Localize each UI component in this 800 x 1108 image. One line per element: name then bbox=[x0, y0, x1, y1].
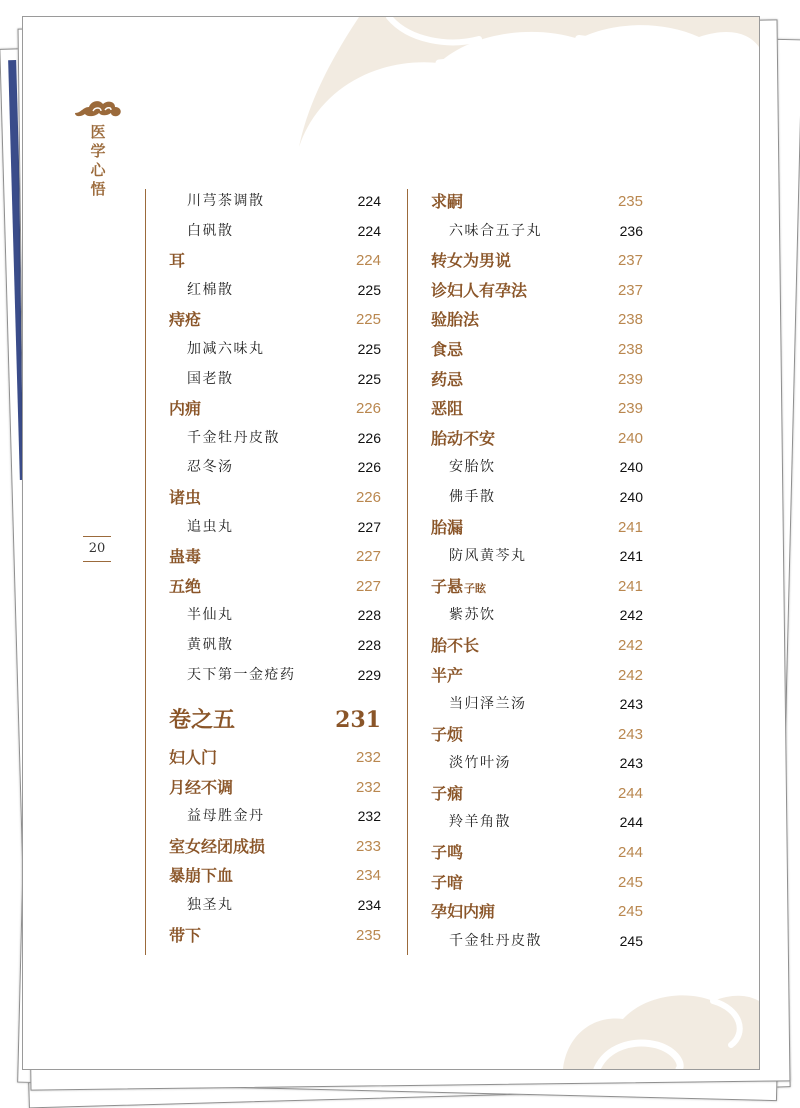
toc-entry-title bbox=[449, 483, 496, 513]
toc-section-entry[interactable] bbox=[169, 246, 381, 276]
toc-entry-title bbox=[169, 246, 185, 276]
toc-item-entry[interactable] bbox=[431, 217, 643, 247]
toc-entry-title-text: 子喑 bbox=[431, 872, 464, 892]
toc-entry-page: 225 bbox=[357, 340, 381, 357]
toc-entry-title bbox=[431, 838, 463, 868]
toc-entry-page: 229 bbox=[357, 666, 381, 683]
toc-entry-page: 227 bbox=[355, 577, 381, 595]
toc-entry-title-text: 益母胜金丹 bbox=[187, 808, 265, 825]
toc-column-right bbox=[431, 187, 643, 956]
toc-section-entry[interactable] bbox=[169, 832, 381, 862]
toc-entry-page: 239 bbox=[617, 400, 643, 418]
toc-section-entry[interactable] bbox=[431, 394, 643, 424]
toc-entry-title bbox=[431, 631, 479, 661]
toc-entry-title-text: 追虫丸 bbox=[187, 518, 234, 535]
toc-item-entry[interactable] bbox=[431, 453, 643, 483]
toc-entry-page: 240 bbox=[619, 488, 643, 505]
toc-entry-title bbox=[449, 453, 496, 483]
book-title: 医学心悟 bbox=[90, 123, 106, 198]
toc-entry-page: 234 bbox=[357, 897, 381, 914]
toc-item-entry[interactable] bbox=[169, 802, 381, 832]
toc-entry-title bbox=[431, 720, 463, 750]
toc-entry-title bbox=[187, 424, 280, 454]
toc-entry-page: 228 bbox=[357, 607, 381, 624]
toc-section-entry[interactable] bbox=[431, 572, 643, 602]
toc-entry-page: 232 bbox=[355, 778, 381, 796]
toc-entry-title bbox=[187, 276, 234, 306]
toc-entry-page: 226 bbox=[357, 429, 381, 446]
toc-entry-title bbox=[431, 246, 511, 276]
toc-page bbox=[22, 16, 760, 1070]
toc-entry-page: 234 bbox=[355, 867, 381, 885]
toc-entry-title bbox=[169, 394, 201, 424]
toc-item-entry[interactable] bbox=[169, 365, 381, 395]
toc-item-entry[interactable] bbox=[169, 661, 381, 691]
toc-entry-page: 241 bbox=[617, 518, 643, 536]
toc-entry-title-text: 室女经闭成损 bbox=[169, 836, 266, 856]
toc-item-entry[interactable] bbox=[431, 483, 643, 513]
toc-entry-title bbox=[431, 305, 479, 335]
toc-entry-page: 241 bbox=[617, 577, 643, 595]
toc-entry-title bbox=[431, 572, 486, 604]
cloud-pattern-top bbox=[279, 17, 759, 147]
toc-entry-title-text: 暴崩下血 bbox=[169, 866, 234, 886]
toc-section-entry[interactable] bbox=[169, 542, 381, 572]
toc-entry-page: 232 bbox=[355, 749, 381, 767]
toc-entry-title-text: 加减六味丸 bbox=[187, 340, 265, 357]
toc-item-entry[interactable] bbox=[431, 601, 643, 631]
toc-entry-title-text: 妇人门 bbox=[169, 748, 218, 768]
toc-entry-page: 237 bbox=[617, 252, 643, 270]
toc-section-entry[interactable] bbox=[169, 394, 381, 424]
toc-entry-page: 242 bbox=[617, 636, 643, 654]
toc-entry-page: 244 bbox=[617, 844, 643, 862]
toc-entry-title-text: 千金牡丹皮散 bbox=[449, 932, 542, 949]
toc-entry-title bbox=[187, 631, 234, 661]
toc-entry-title-text: 佛手散 bbox=[449, 488, 496, 505]
toc-entry-page: 237 bbox=[617, 281, 643, 299]
toc-entry-title-text: 子烦 bbox=[431, 724, 464, 744]
toc-entry-title-text: 天下第一金疮药 bbox=[187, 666, 296, 683]
toc-item-entry[interactable] bbox=[431, 542, 643, 572]
toc-entry-page: 226 bbox=[355, 400, 381, 418]
toc-entry-title bbox=[169, 773, 233, 803]
toc-entry-title bbox=[187, 513, 234, 543]
toc-entry-page: 245 bbox=[617, 873, 643, 891]
toc-entry-title-text: 子悬 bbox=[431, 576, 464, 596]
toc-entry-page: 235 bbox=[355, 926, 381, 944]
toc-entry-page: 227 bbox=[357, 518, 381, 535]
toc-section-entry[interactable] bbox=[431, 631, 643, 661]
toc-entry-title bbox=[431, 394, 463, 424]
toc-section-entry[interactable] bbox=[169, 773, 381, 803]
toc-entry-page: 242 bbox=[619, 607, 643, 624]
toc-entry-title bbox=[431, 365, 463, 395]
toc-entry-page: 243 bbox=[617, 725, 643, 743]
toc-entry-page: 242 bbox=[617, 666, 643, 684]
toc-entry-page: 238 bbox=[617, 340, 643, 358]
toc-entry-title-text: 食忌 bbox=[431, 339, 464, 359]
toc-entry-title-text: 白矾散 bbox=[187, 222, 234, 239]
toc-volume-entry[interactable] bbox=[169, 697, 381, 743]
toc-entry-title bbox=[431, 187, 463, 217]
toc-entry-title-text: 胎漏 bbox=[431, 517, 464, 537]
toc-entry-subtitle: 子眩 bbox=[464, 581, 487, 595]
toc-entry-page: 238 bbox=[617, 311, 643, 329]
toc-item-entry[interactable] bbox=[169, 453, 381, 483]
toc-section-entry[interactable] bbox=[431, 897, 643, 927]
toc-item-entry[interactable] bbox=[169, 424, 381, 454]
toc-item-entry[interactable] bbox=[169, 513, 381, 543]
toc-entry-title-text: 耳 bbox=[169, 251, 186, 271]
toc-entry-title-text: 半仙丸 bbox=[187, 607, 234, 624]
toc-entry-title-text: 胎不长 bbox=[431, 635, 480, 655]
toc-entry-page: 243 bbox=[619, 696, 643, 713]
toc-entry-page: 225 bbox=[357, 281, 381, 298]
toc-entry-page: 241 bbox=[619, 548, 643, 565]
toc-entry-title bbox=[169, 832, 265, 862]
toc-entry-title bbox=[187, 891, 234, 921]
toc-item-entry[interactable] bbox=[169, 276, 381, 306]
toc-entry-page: 233 bbox=[355, 837, 381, 855]
toc-entry-title bbox=[449, 217, 542, 247]
toc-entry-page: 245 bbox=[619, 932, 643, 949]
toc-entry-title-text: 带下 bbox=[169, 925, 202, 945]
toc-entry-title bbox=[431, 424, 495, 454]
toc-entry-title bbox=[169, 861, 233, 891]
toc-entry-title-text: 独圣丸 bbox=[187, 897, 234, 914]
toc-section-entry[interactable] bbox=[431, 661, 643, 691]
toc-item-entry[interactable] bbox=[169, 631, 381, 661]
toc-entry-page: 244 bbox=[617, 784, 643, 802]
toc-section-entry[interactable] bbox=[431, 365, 643, 395]
toc-entry-title bbox=[187, 802, 265, 832]
toc-entry-title bbox=[449, 749, 511, 779]
toc-entry-page: 245 bbox=[617, 903, 643, 921]
toc-entry-page: 232 bbox=[357, 808, 381, 825]
toc-entry-title bbox=[449, 542, 527, 572]
toc-entry-title-text: 当归泽兰汤 bbox=[449, 696, 527, 713]
toc-entry-page: 231 bbox=[335, 707, 381, 734]
toc-entry-title bbox=[187, 335, 265, 365]
toc-entry-page: 239 bbox=[617, 370, 643, 388]
toc-entry-title bbox=[431, 868, 463, 898]
toc-entry-page: 225 bbox=[357, 370, 381, 387]
toc-entry-page: 227 bbox=[355, 548, 381, 566]
toc-entry-title-text: 转女为男说 bbox=[431, 251, 512, 271]
toc-section-entry[interactable] bbox=[169, 483, 381, 513]
toc-entry-title bbox=[431, 661, 463, 691]
toc-entry-title bbox=[169, 572, 201, 602]
toc-entry-title bbox=[169, 921, 201, 951]
auspicious-cloud-icon bbox=[73, 97, 123, 119]
toc-entry-title bbox=[431, 335, 463, 365]
toc-entry-title bbox=[169, 542, 201, 572]
toc-entry-title-text: 痔疮 bbox=[169, 310, 202, 330]
toc-entry-title bbox=[431, 513, 463, 543]
toc-entry-page: 240 bbox=[617, 429, 643, 447]
toc-entry-page: 243 bbox=[619, 755, 643, 772]
toc-entry-title bbox=[187, 217, 234, 247]
toc-item-entry[interactable] bbox=[431, 749, 643, 779]
toc-section-entry[interactable] bbox=[431, 187, 643, 217]
toc-entry-title-text: 红棉散 bbox=[187, 281, 234, 298]
toc-item-entry[interactable] bbox=[169, 335, 381, 365]
toc-entry-page: 225 bbox=[355, 311, 381, 329]
toc-entry-title-text: 淡竹叶汤 bbox=[449, 755, 511, 772]
toc-section-entry[interactable] bbox=[431, 513, 643, 543]
toc-section-entry[interactable] bbox=[169, 921, 381, 951]
toc-entry-title-text: 内痈 bbox=[169, 399, 202, 419]
toc-entry-title-text: 诸虫 bbox=[169, 487, 202, 507]
toc-entry-title-text: 六味合五子丸 bbox=[449, 222, 542, 239]
column-divider bbox=[145, 189, 146, 955]
column-divider bbox=[407, 189, 408, 955]
toc-entry-page: 228 bbox=[357, 636, 381, 653]
toc-entry-title bbox=[187, 601, 234, 631]
toc-entry-page: 244 bbox=[619, 814, 643, 831]
toc-entry-title-text: 紫苏饮 bbox=[449, 607, 496, 624]
toc-entry-title-text: 药忌 bbox=[431, 369, 464, 389]
toc-section-entry[interactable] bbox=[431, 868, 643, 898]
toc-section-entry[interactable] bbox=[431, 276, 643, 306]
toc-entry-title-text: 子鸣 bbox=[431, 843, 464, 863]
toc-entry-title-text: 五绝 bbox=[169, 576, 202, 596]
toc-entry-title-text: 防风黄芩丸 bbox=[449, 548, 527, 565]
toc-entry-title-text: 国老散 bbox=[187, 370, 234, 387]
toc-entry-title bbox=[449, 808, 511, 838]
toc-entry-page: 235 bbox=[617, 193, 643, 210]
toc-section-entry[interactable] bbox=[431, 335, 643, 365]
toc-entry-title-text: 验胎法 bbox=[431, 310, 480, 330]
toc-entry-page: 224 bbox=[357, 193, 381, 209]
toc-section-entry[interactable] bbox=[431, 838, 643, 868]
toc-entry-title bbox=[169, 743, 217, 773]
toc-entry-title bbox=[449, 927, 542, 957]
toc-item-entry[interactable] bbox=[431, 927, 643, 957]
toc-column-left bbox=[169, 187, 381, 950]
toc-entry-title-text: 胎动不安 bbox=[431, 428, 496, 448]
toc-entry-title bbox=[449, 601, 496, 631]
toc-entry-title-text: 卷之五 bbox=[169, 707, 236, 734]
toc-entry-title bbox=[169, 305, 201, 335]
toc-entry-title-text: 半产 bbox=[431, 665, 464, 685]
toc-entry-page: 224 bbox=[357, 222, 381, 239]
toc-entry-page: 226 bbox=[357, 459, 381, 476]
toc-section-entry[interactable] bbox=[169, 572, 381, 602]
toc-section-entry[interactable] bbox=[169, 743, 381, 773]
toc-entry-title bbox=[187, 187, 265, 217]
toc-entry-title-text: 黄矾散 bbox=[187, 636, 234, 653]
toc-entry-title-text: 诊妇人有孕法 bbox=[431, 280, 528, 300]
toc-entry-title-text: 恶阻 bbox=[431, 399, 464, 419]
toc-entry-page: 236 bbox=[619, 222, 643, 239]
toc-entry-title bbox=[431, 897, 495, 927]
toc-entry-title-text: 羚羊角散 bbox=[449, 814, 511, 831]
toc-section-entry[interactable] bbox=[431, 720, 643, 750]
toc-entry-title-text: 忍冬汤 bbox=[187, 459, 234, 476]
toc-section-entry[interactable] bbox=[431, 305, 643, 335]
toc-item-entry[interactable] bbox=[431, 808, 643, 838]
toc-entry-title bbox=[431, 276, 527, 306]
toc-entry-title-text: 子痫 bbox=[431, 783, 464, 803]
toc-entry-title bbox=[449, 690, 527, 720]
toc-item-entry[interactable] bbox=[431, 690, 643, 720]
toc-entry-title-text: 蛊毒 bbox=[169, 547, 202, 567]
toc-item-entry[interactable] bbox=[169, 187, 381, 217]
toc-entry-title bbox=[187, 661, 296, 691]
toc-entry-title bbox=[169, 483, 201, 513]
toc-entry-title-text: 求嗣 bbox=[431, 192, 464, 211]
toc-entry-title bbox=[187, 453, 234, 483]
toc-entry-title bbox=[169, 697, 235, 743]
toc-item-entry[interactable] bbox=[169, 891, 381, 921]
toc-entry-title-text: 千金牡丹皮散 bbox=[187, 429, 280, 446]
toc-entry-title-text: 安胎饮 bbox=[449, 459, 496, 476]
toc-entry-page: 226 bbox=[355, 488, 381, 506]
page-number: 20 bbox=[83, 536, 111, 562]
toc-section-entry[interactable] bbox=[431, 779, 643, 809]
toc-entry-title-text: 孕妇内痈 bbox=[431, 902, 496, 922]
toc-entry-page: 224 bbox=[355, 252, 381, 270]
toc-section-entry[interactable] bbox=[169, 861, 381, 891]
toc-entry-page: 240 bbox=[619, 459, 643, 476]
toc-entry-title bbox=[187, 365, 234, 395]
toc-entry-title-text: 川芎茶调散 bbox=[187, 193, 265, 209]
toc-section-entry[interactable] bbox=[169, 305, 381, 335]
toc-item-entry[interactable] bbox=[169, 601, 381, 631]
toc-entry-title bbox=[431, 779, 463, 809]
toc-section-entry[interactable] bbox=[431, 246, 643, 276]
toc-item-entry[interactable] bbox=[169, 217, 381, 247]
toc-section-entry[interactable] bbox=[431, 424, 643, 454]
toc-entry-title-text: 月经不调 bbox=[169, 777, 234, 797]
cloud-pattern-bottom bbox=[563, 975, 759, 1069]
